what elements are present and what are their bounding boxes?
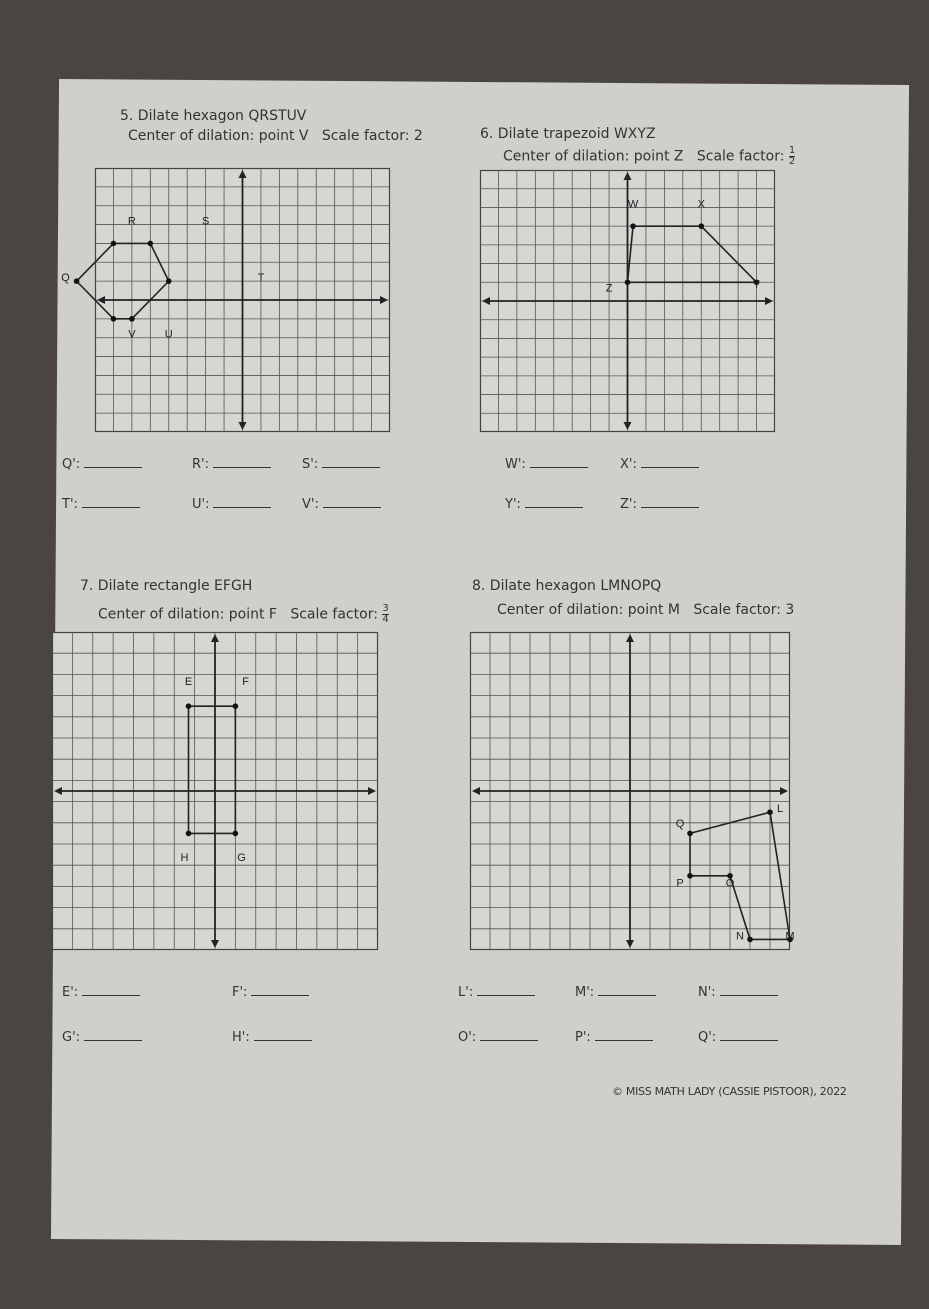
- answer-blank[interactable]: [477, 983, 535, 996]
- vertex-point: [630, 223, 636, 229]
- vertex-label: L: [776, 803, 784, 816]
- scale-text: Scale factor:: [290, 606, 378, 623]
- answer-field[interactable]: [232, 1028, 312, 1045]
- answer-field[interactable]: [698, 1028, 778, 1045]
- answer-label: X':: [620, 457, 637, 472]
- answer-blank[interactable]: [84, 1028, 142, 1041]
- center-text: Center of dilation: point V: [128, 128, 309, 144]
- vertex-point: [111, 316, 117, 322]
- coordinate-grid-5: [61, 168, 390, 432]
- answer-label: L':: [458, 985, 474, 1000]
- answer-field[interactable]: [620, 455, 699, 472]
- vertex-label: G: [237, 851, 246, 864]
- vertex-point: [74, 278, 80, 284]
- denominator: 4: [382, 614, 389, 625]
- answer-label: M':: [575, 985, 595, 1000]
- scale-fraction: [382, 604, 388, 625]
- answer-field[interactable]: [458, 983, 535, 1000]
- center-text: Center of dilation: point M: [497, 602, 680, 618]
- answer-field[interactable]: [192, 495, 271, 512]
- coordinate-grid-6: [480, 170, 775, 432]
- vertex-label: M: [785, 930, 795, 943]
- answer-label: E':: [62, 985, 79, 1000]
- answer-blank[interactable]: [595, 1028, 653, 1041]
- answer-label: R':: [192, 457, 209, 472]
- answer-blank[interactable]: [525, 495, 583, 508]
- answer-field[interactable]: [62, 1028, 142, 1045]
- answer-blank[interactable]: [82, 983, 140, 996]
- vertex-point: [625, 279, 631, 285]
- answer-label: U':: [192, 497, 210, 512]
- problem-5-title: 5. Dilate hexagon QRSTUV: [120, 108, 307, 124]
- problem-8-title: 8. Dilate hexagon LMNOPQ: [472, 578, 662, 594]
- answer-label: Z':: [620, 497, 637, 512]
- vertex-label: X: [697, 198, 705, 211]
- answer-blank[interactable]: [254, 1028, 312, 1041]
- vertex-point: [233, 831, 239, 837]
- answer-field[interactable]: [302, 495, 381, 512]
- vertex-point: [747, 937, 753, 943]
- problem-5-center: [128, 128, 423, 144]
- answer-label: S':: [302, 457, 319, 472]
- answer-blank[interactable]: [82, 495, 140, 508]
- problem-7-title: 7. Dilate rectangle EFGH: [80, 578, 253, 594]
- answer-blank[interactable]: [641, 455, 699, 468]
- copyright: © MISS MATH LADY (CASSIE PISTOOR), 2022: [612, 1085, 847, 1098]
- vertex-point: [111, 241, 117, 247]
- vertex-label: O: [725, 877, 735, 890]
- answer-blank[interactable]: [322, 455, 380, 468]
- center-text: Center of dilation: point F: [98, 606, 277, 623]
- answer-field[interactable]: [62, 495, 140, 512]
- answer-blank[interactable]: [251, 983, 309, 996]
- coordinate-grid-7: [52, 632, 378, 950]
- answer-label: Y':: [505, 497, 521, 512]
- vertex-point: [698, 223, 704, 229]
- problem-6-center: [503, 146, 795, 167]
- answer-field[interactable]: [302, 455, 380, 472]
- answer-blank[interactable]: [720, 1028, 778, 1041]
- answer-blank[interactable]: [530, 455, 588, 468]
- answer-field[interactable]: [458, 1028, 538, 1045]
- vertex-label: W: [627, 198, 639, 211]
- vertex-label: U: [164, 328, 173, 341]
- vertex-point: [233, 703, 239, 709]
- vertex-label: Z: [605, 282, 613, 295]
- coordinate-grid-8: [470, 632, 795, 950]
- numerator: 3: [382, 603, 389, 614]
- answer-blank[interactable]: [213, 455, 271, 468]
- answer-field[interactable]: [575, 1028, 653, 1045]
- vertex-point: [129, 316, 135, 322]
- denominator: 2: [788, 156, 796, 167]
- answer-field[interactable]: [232, 983, 309, 1000]
- scale-text: Scale factor:: [696, 148, 785, 165]
- answer-label: G':: [62, 1030, 81, 1045]
- vertex-label: P: [676, 877, 684, 890]
- answer-field[interactable]: [698, 983, 778, 1000]
- answer-field[interactable]: [505, 455, 588, 472]
- problem-8-center: [497, 602, 794, 618]
- answer-label: W':: [505, 457, 526, 472]
- vertex-point: [166, 278, 172, 284]
- answer-blank[interactable]: [641, 495, 699, 508]
- vertex-point: [186, 831, 192, 837]
- vertex-point: [687, 831, 693, 837]
- answer-blank[interactable]: [323, 495, 381, 508]
- answer-label: T':: [62, 497, 78, 512]
- answer-label: O':: [458, 1030, 477, 1045]
- answer-blank[interactable]: [480, 1028, 538, 1041]
- answer-blank[interactable]: [213, 495, 271, 508]
- vertex-label: Q: [675, 818, 685, 831]
- answer-label: Q':: [698, 1030, 717, 1045]
- answer-label: V':: [302, 497, 319, 512]
- answer-label: N':: [698, 985, 716, 1000]
- vertex-label: Q: [61, 272, 70, 285]
- answer-blank[interactable]: [598, 983, 656, 996]
- answer-blank[interactable]: [720, 983, 778, 996]
- vertex-label: E: [184, 676, 193, 688]
- vertex-label: Y: [752, 278, 761, 291]
- vertex-point: [767, 809, 773, 815]
- answer-label: P':: [575, 1030, 591, 1045]
- answer-field[interactable]: [505, 495, 583, 512]
- answer-field[interactable]: [62, 455, 142, 472]
- numerator: 1: [788, 145, 796, 156]
- vertex-label: R: [127, 215, 136, 228]
- answer-field[interactable]: [620, 495, 699, 512]
- scale-text: Scale factor: 2: [321, 128, 423, 144]
- vertex-label: H: [180, 851, 189, 864]
- answer-field[interactable]: [62, 983, 140, 1000]
- problem-7-center: [98, 604, 389, 625]
- vertex-point: [186, 703, 192, 709]
- answer-field[interactable]: [575, 983, 656, 1000]
- vertex-label: N: [736, 930, 744, 943]
- scale-fraction: [789, 146, 795, 167]
- vertex-label: F: [242, 676, 249, 688]
- answer-label: Q':: [62, 457, 81, 472]
- center-text: Center of dilation: point Z: [503, 148, 684, 165]
- problem-6-title: 6. Dilate trapezoid WXYZ: [480, 126, 656, 142]
- answer-field[interactable]: [192, 455, 271, 472]
- vertex-point: [148, 241, 154, 247]
- answer-label: H':: [232, 1030, 250, 1045]
- vertex-label: T: [257, 272, 265, 285]
- scale-text: Scale factor: 3: [693, 602, 795, 618]
- vertex-label: S: [201, 215, 210, 228]
- vertex-point: [687, 873, 693, 879]
- vertex-label: V: [128, 328, 136, 341]
- answer-blank[interactable]: [84, 455, 142, 468]
- answer-label: F':: [232, 985, 248, 1000]
